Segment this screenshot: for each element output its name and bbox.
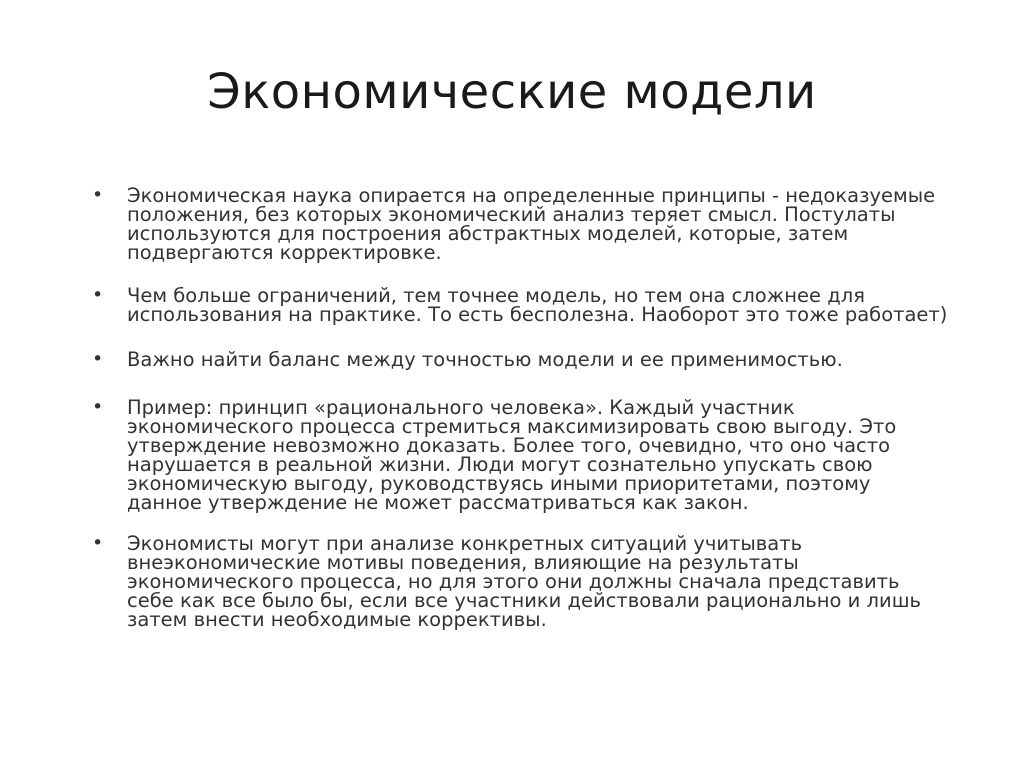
bullet-text-line: Важно найти баланс между точностью модели и ее применимостью. [127,348,843,371]
bullet-text-line: экономического процесса, но для этого они должны сначала представить [127,570,900,593]
bullet-item [92,534,921,629]
bullet-text-line: затем внести необходимые коррективы. [127,608,547,631]
bullet-dot: • [92,284,104,306]
bullet-text-line: нарушается в реальной жизни. Люди могут сознательно упускать свою [127,453,873,476]
bullet-text-line: экономическую выгоду, руководствуясь иными приоритетами, поэтому [127,472,871,495]
bullet-text-line: Чем больше ограничений, тем точнее модель, но тем она сложнее для [127,284,865,307]
bullet-dot: • [92,532,104,554]
bullet-item [92,398,896,512]
bullet-dot: • [92,396,104,418]
bullet-text-line: использования на практике. То есть бесполезна. Наоборот это тоже работает) [127,303,948,326]
bullet-text-line: утверждение невозможно доказать. Более того, очевидно, что оно часто [127,434,891,457]
bullet-text-line: используются для построения абстрактных моделей, которые, затем [127,222,849,245]
bullet-item [92,350,843,369]
bullet-text-line: Экономическая наука опирается на определенные принципы - недоказуемые [127,184,936,207]
bullet-text-line: Пример: принцип «рационального человека». Каждый участник [127,396,795,419]
bullet-dot: • [92,184,104,206]
bullet-item [92,186,935,262]
bullet-text-line: Экономисты могут при анализе конкретных ситуаций учитывать [127,532,803,555]
bullet-text-line: себе как все было бы, если все участники действовали рационально и лишь [127,589,922,612]
bullet-text-line: данное утверждение не может рассматриваться как закон. [127,491,749,514]
bullet-text-line: внеэкономические мотивы поведения, влияющие на результаты [127,551,799,574]
slide-title: Экономические модели [207,64,817,120]
bullet-text-line: положения, без которых экономический анализ теряет смысл. Постулаты [127,203,896,226]
bullet-text-line: экономического процесса стремиться максимизировать свою выгоду. Это [127,415,897,438]
bullet-item [92,286,947,324]
bullet-text-line: подвергаются корректировке. [127,241,442,264]
bullet-dot: • [92,348,104,370]
